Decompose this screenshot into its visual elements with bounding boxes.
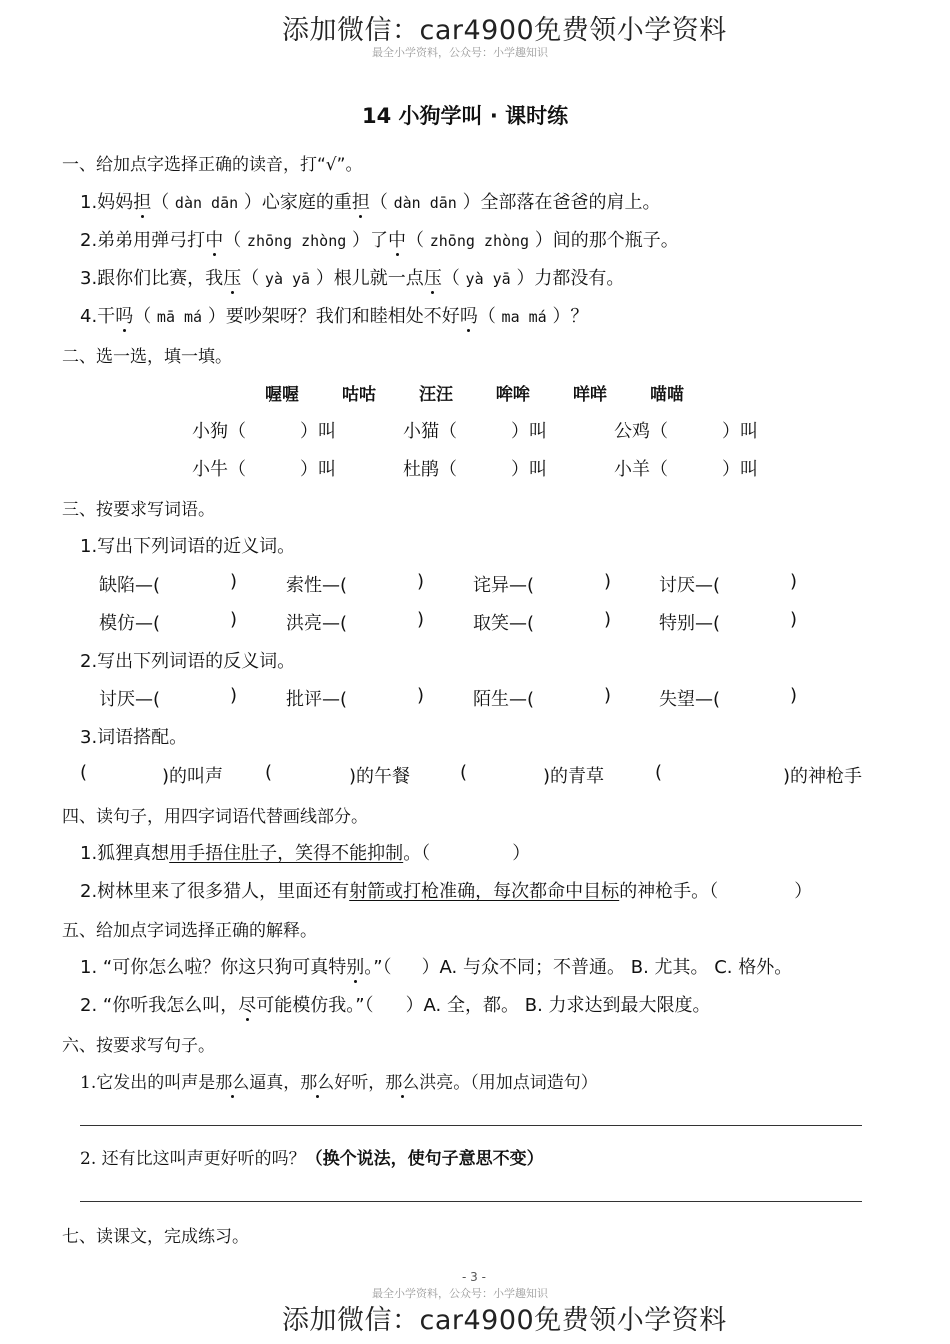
synonym-word: 缺陷—(: [99, 575, 161, 596]
s6q1-text-b: 逼真，: [249, 1073, 301, 1093]
s4q2-underlined: 射箭或打枪准确，每次都命中目标: [349, 881, 620, 902]
s1q3-pinyin-2[interactable]: yà yā: [465, 270, 511, 288]
antonym-word: 批评—(: [286, 689, 348, 710]
s1q1-text-b: （: [151, 192, 170, 213]
s1q1-text-a: 1.妈妈: [80, 192, 134, 213]
antonym-item[interactable]: [659, 685, 720, 711]
s5q1-options: ）A. 与众不同；不普通。 B. 尤其。 C. 格外。: [421, 957, 793, 978]
section-6-heading: 六、按要求写句子。: [62, 1036, 215, 1056]
match-open[interactable]: (: [265, 762, 273, 783]
s5q2-dotted: 尽: [238, 995, 257, 1016]
synonym-item[interactable]: [473, 571, 534, 597]
s1q1-pinyin-1[interactable]: dàn dān: [174, 194, 239, 212]
word-option-3: 哞哞: [496, 385, 530, 405]
synonym-item[interactable]: [286, 571, 347, 597]
s6q1-dotted-3: 那么: [385, 1073, 420, 1093]
s6q2-text-a: 2. 还有比这叫声更好听的吗？: [80, 1149, 306, 1169]
match-open[interactable]: (: [80, 762, 88, 783]
word-option-2: 汪汪: [419, 385, 453, 405]
match-suffix: )的神枪手: [783, 766, 863, 787]
s1q1-dotted-2: 担: [351, 192, 370, 213]
section-1-heading: 一、给加点字选择正确的读音，打“√”。: [62, 155, 363, 175]
s1q3-text-e: （: [441, 268, 460, 289]
s1q3-pinyin-1[interactable]: yà yā: [264, 270, 311, 288]
section-3-heading: 三、按要求写词语。: [62, 500, 215, 520]
s6q2-answer-line[interactable]: [80, 1201, 862, 1202]
antonym-item[interactable]: [286, 685, 347, 711]
s4q1-text-a: 1.狐狸真想: [80, 843, 170, 864]
s1q4-dotted-2: 吗: [459, 306, 478, 327]
header-note: 最全小学资料，公众号：小学趣知识: [372, 46, 548, 59]
s1q1-dotted-1: 担: [133, 192, 152, 213]
synonym-close: ): [604, 609, 612, 630]
s6q1-text-a: 1.它发出的叫声是: [80, 1073, 216, 1093]
s1-question-4: [80, 302, 588, 328]
s6-question-1: [80, 1068, 598, 1093]
page-title: 14 小狗学叫 · 课时练: [362, 104, 569, 128]
synonym-word: 取笑—(: [473, 613, 535, 634]
synonym-close: ): [417, 571, 425, 592]
synonym-item[interactable]: [99, 609, 160, 635]
antonym-word: 陌生—(: [473, 689, 535, 710]
section-5-heading: 五、给加点字词选择正确的解释。: [62, 921, 317, 941]
s6q1-answer-line[interactable]: [80, 1125, 862, 1126]
s5q1-text-b: 。”（: [364, 957, 392, 978]
s6q2-instruction: （换个说法，使句子意思不变）: [305, 1149, 544, 1169]
s1q4-text-c: ）要吵架呀？我们和睦相处不好: [207, 306, 460, 327]
footer-note: 最全小学资料，公众号：小学趣知识: [372, 1287, 548, 1300]
synonym-word: 洪亮—(: [286, 613, 348, 634]
antonym-close: ): [230, 685, 238, 706]
match-open[interactable]: (: [460, 762, 468, 783]
s1q2-text-e: （: [406, 230, 424, 251]
watermark-bottom: 添加微信：car4900免费领小学资料: [282, 1305, 727, 1336]
s1q3-text-c: ）根儿就一点: [315, 268, 424, 289]
s1q2-text-b: （: [223, 230, 242, 251]
s1q4-dotted-1: 吗: [115, 306, 134, 327]
antonym-close: ): [417, 685, 425, 706]
s4q1-underlined: 用手捂住肚子，笑得不能抑制: [169, 843, 404, 864]
match-suffix: )的午餐: [349, 766, 411, 787]
synonym-word: 诧异—(: [473, 575, 535, 596]
word-option-4: 咩咩: [573, 385, 607, 405]
s5q1-text-a: 1. “可你怎么啦？你这只狗可真特: [80, 957, 347, 978]
word-option-1: 咕咕: [342, 385, 376, 405]
section-2-heading: 二、选一选，填一填。: [62, 347, 232, 367]
page-number: - 3 -: [462, 1270, 486, 1284]
fill-blank-cuckoo[interactable]: 杜鹃（ ）叫: [403, 459, 547, 480]
synonym-word: 讨厌—(: [659, 575, 721, 596]
s1q2-dotted-2: 中: [388, 230, 406, 251]
s1q1-pinyin-2[interactable]: dàn dān: [393, 194, 457, 212]
synonym-item[interactable]: [659, 571, 720, 597]
s4q1-text-b: 。（: [403, 843, 431, 864]
antonym-word: 讨厌—(: [99, 689, 161, 710]
s1q3-dotted-1: 压: [223, 268, 242, 289]
section-4-heading: 四、读句子，用四字词语代替画线部分。: [62, 807, 368, 827]
fill-blank-calf[interactable]: 小牛（ ）叫: [192, 459, 336, 480]
antonym-close: ): [790, 685, 798, 706]
s1q3-text-f: ）力都没有。: [516, 268, 625, 289]
s1q2-pinyin-2[interactable]: zhōng zhòng: [429, 232, 530, 250]
s1q4-pinyin-2[interactable]: ma má: [501, 308, 547, 326]
synonym-item[interactable]: [99, 571, 160, 597]
s3-sub-3: 3.词语搭配。: [80, 727, 188, 748]
synonym-close: ): [790, 571, 798, 592]
synonym-word: 特别—(: [659, 613, 721, 634]
synonym-close: ): [417, 609, 425, 630]
s1q4-text-a: 4.干: [80, 306, 116, 327]
s1q4-text-f: ）？: [552, 306, 589, 327]
s4q2-text-b: 的神枪手。（: [619, 881, 719, 902]
s1q3-text-b: （: [241, 268, 260, 289]
fill-blank-lamb[interactable]: 小羊（ ）叫: [614, 459, 758, 480]
s1q4-text-e: （: [477, 306, 496, 327]
synonym-close: ): [604, 571, 612, 592]
fill-blank-dog[interactable]: 小狗（ ）叫: [192, 421, 336, 442]
synonym-item[interactable]: [659, 609, 720, 635]
antonym-word: 失望—(: [659, 689, 721, 710]
watermark-top: 添加微信：car4900免费领小学资料: [282, 15, 727, 46]
s5-question-1: [80, 953, 792, 979]
s4q2-text-a: 2.树林里来了很多猎人，里面还有: [80, 881, 350, 902]
match-open[interactable]: (: [655, 762, 663, 783]
fill-blank-cat[interactable]: 小猫（ ）叫: [403, 421, 547, 442]
antonym-item[interactable]: [99, 685, 160, 711]
s1q2-text-f: ）间的那个瓶子。: [534, 230, 679, 251]
synonym-close: ): [790, 609, 798, 630]
s4q2-text-c: ）: [794, 881, 813, 902]
s1q3-dotted-2: 压: [423, 268, 442, 289]
s1q1-text-f: ）全部落在爸爸的肩上。: [462, 192, 661, 213]
synonym-item[interactable]: [286, 609, 347, 635]
synonym-close: ): [230, 609, 238, 630]
section-7-heading: 七、读课文，完成练习。: [62, 1227, 249, 1247]
s1q2-dotted-1: 中: [205, 230, 224, 251]
s1q1-text-c: ）心家庭的重: [243, 192, 352, 213]
s1q2-text-a: 2.弟弟用弹弓打: [80, 230, 206, 251]
s1q3-text-a: 3.跟你们比赛，我: [80, 268, 224, 289]
s4q1-text-c: ）: [512, 843, 531, 864]
match-suffix: )的叫声: [162, 766, 224, 787]
s5q2-text-b: 可能模仿我。”（: [256, 995, 374, 1016]
s1q1-text-e: （: [369, 192, 388, 213]
s1-question-2: [80, 226, 679, 252]
s6-question-2: [80, 1144, 544, 1169]
s6q1-dotted-1: 那么: [215, 1073, 250, 1093]
synonym-word: 索性—(: [286, 575, 348, 596]
synonym-close: ): [230, 571, 238, 592]
s1q4-pinyin-1[interactable]: mā má: [156, 308, 203, 326]
s3-sub-2: 2.写出下列词语的反义词。: [80, 651, 296, 672]
s6q1-text-c: 好听，: [334, 1073, 386, 1093]
s1-question-1: [80, 188, 661, 214]
antonym-item[interactable]: [473, 685, 534, 711]
s5q2-text-a: 2. “你听我怎么叫，: [80, 995, 239, 1016]
antonym-close: ): [604, 685, 612, 706]
s4-question-1: [80, 839, 530, 865]
s4-question-2: [80, 877, 812, 903]
s1q2-text-c: ）了: [352, 230, 388, 251]
s3-sub-1: 1.写出下列词语的近义词。: [80, 536, 296, 557]
s5-question-2: [80, 991, 711, 1017]
fill-blank-rooster[interactable]: 公鸡（ ）叫: [614, 421, 758, 442]
word-option-5: 喵喵: [650, 385, 684, 405]
s6q1-text-e: 洪亮。（用加点词造句）: [419, 1073, 598, 1093]
match-suffix: )的青草: [543, 766, 605, 787]
s6q1-dotted-2: 那么: [300, 1073, 335, 1093]
synonym-item[interactable]: [473, 609, 534, 635]
s5q1-dotted: 别: [346, 957, 365, 978]
synonym-word: 模仿—(: [99, 613, 161, 634]
s5q2-options: ）A. 全，都。 B. 力求达到最大限度。: [405, 995, 711, 1016]
word-option-0: 喔喔: [265, 385, 299, 405]
s1-question-3: [80, 264, 624, 290]
s1q2-pinyin-1[interactable]: zhōng zhòng: [246, 232, 347, 250]
s1q4-text-b: （: [133, 306, 152, 327]
